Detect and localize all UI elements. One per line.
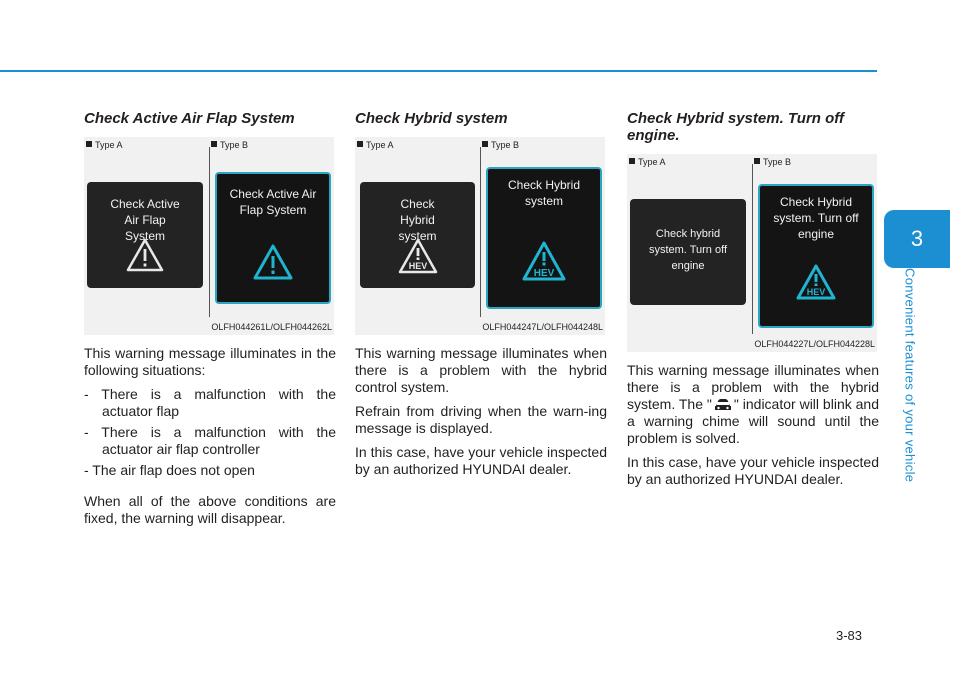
chapter-title: Convenient features of your vehicle: [902, 268, 918, 483]
paragraph: This warning message illuminates in the following situations:: [84, 345, 336, 378]
figure-code: OLFH044227L/OLFH044228L: [754, 339, 875, 349]
paragraph-text: " indicator will blink and a warning chime will sound until the problem is solved.: [627, 396, 879, 446]
warning-triangle-icon: [253, 244, 293, 280]
panel-message: Check hybrid system. Turn off engine: [648, 228, 728, 272]
type-b-label: Type B: [482, 140, 519, 150]
hev-label: HEV: [408, 261, 427, 271]
figure: [627, 154, 877, 352]
figure-divider: [480, 147, 481, 317]
paragraph: In this case, have your vehicle inspected by an authorized HYUNDAI dealer.: [355, 444, 607, 477]
chapter-number: 3: [910, 226, 924, 251]
chapter-number-tab: [884, 210, 950, 268]
paragraph: This warning message illuminates when there is a problem with the hybrid control system.: [355, 345, 607, 395]
paragraph: When all of the above conditions are fixed, the warning will disappear.: [84, 493, 336, 526]
list-item: - There is a malfunction with the actuator flap: [84, 386, 336, 419]
section-heading: Check Active Air Flap System: [84, 110, 295, 127]
warning-triangle-icon: [126, 238, 164, 272]
figure-divider: [209, 147, 210, 317]
type-a-label: Type A: [629, 157, 666, 167]
warning-panel-type-b: [758, 184, 874, 328]
panel-message: Check Active Air Flap System: [110, 197, 180, 243]
car-warning-icon: [713, 398, 733, 412]
panel-message: Check Hybrid system. Turn off engine: [773, 195, 859, 241]
hev-warning-icon: [796, 264, 836, 300]
figure: [355, 137, 605, 335]
figure-code: OLFH044247L/OLFH044248L: [482, 322, 603, 332]
section-body: [627, 362, 879, 488]
figure: [84, 137, 334, 335]
top-rule: [0, 70, 877, 72]
section-body: [84, 345, 336, 527]
hev-label: HEV: [533, 268, 555, 279]
warning-panel-type-a: [630, 199, 746, 305]
figure-code: OLFH044261L/OLFH044262L: [211, 322, 332, 332]
type-b-label: Type B: [754, 157, 791, 167]
type-b-label: Type B: [211, 140, 248, 150]
type-a-label: Type A: [357, 140, 394, 150]
page-number: 3-83: [836, 628, 863, 643]
section-hybrid-system: [355, 110, 607, 485]
section-heading: Check Hybrid system. Turn off engine.: [627, 110, 845, 144]
section-air-flap: [84, 110, 336, 534]
paragraph: In this case, have your vehicle inspected by an authorized HYUNDAI dealer.: [627, 454, 879, 487]
list-item: - The air flap does not open: [84, 462, 255, 478]
warning-panel-type-a: [87, 182, 203, 288]
section-body: [355, 345, 607, 478]
section-heading: Check Hybrid system: [355, 110, 508, 127]
hev-warning-icon: [522, 241, 566, 281]
paragraph: [627, 362, 879, 447]
section-hybrid-turn-off: [627, 110, 879, 495]
paragraph-text: This warning message illuminates when there is a problem with the hybrid system. The ": [627, 362, 879, 412]
type-a-label: Type A: [86, 140, 123, 150]
paragraph: Refrain from driving when the warn-ing message is displayed.: [355, 403, 607, 436]
hev-warning-icon: [398, 238, 438, 274]
hev-label: HEV: [806, 287, 826, 297]
panel-message: Check Hybrid system: [507, 178, 581, 208]
figure-divider: [752, 164, 753, 334]
list-item: - There is a malfunction with the actuator air flap controller: [84, 424, 336, 457]
panel-message: Check Active Air Flap System: [229, 187, 317, 217]
warning-panel-type-b: [215, 172, 331, 304]
warning-panel-type-a: [360, 182, 475, 288]
warning-panel-type-b: [486, 167, 602, 309]
panel-message: Check Hybrid system: [398, 197, 437, 243]
